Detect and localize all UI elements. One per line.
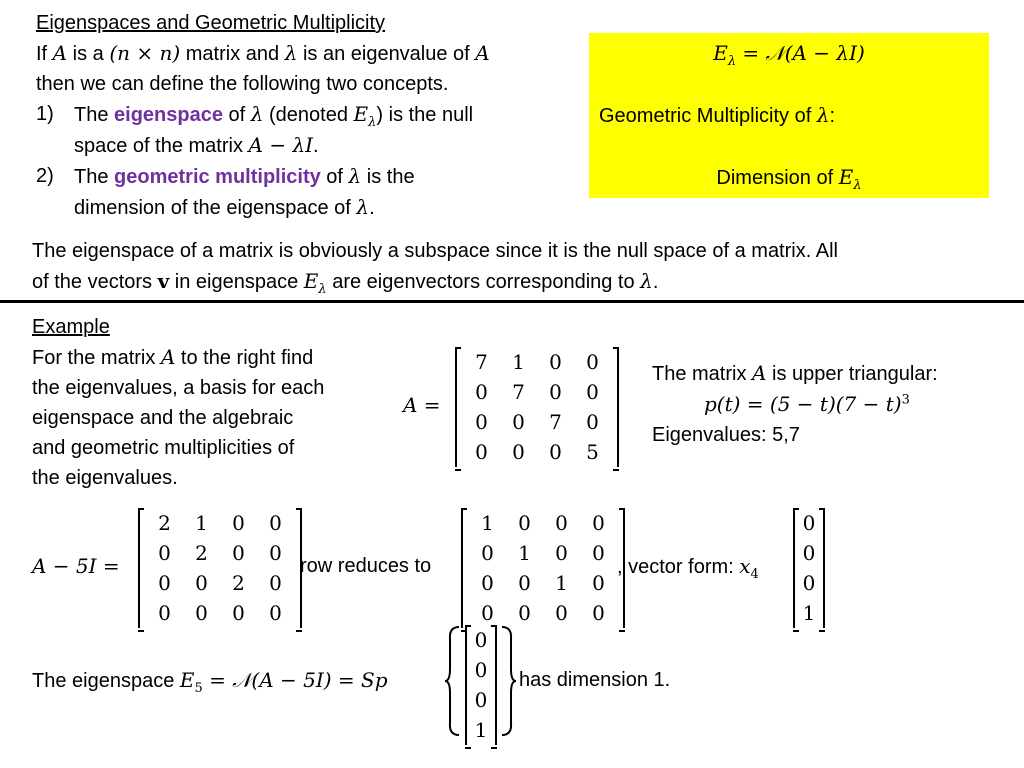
matrix-entry: 0 (555, 601, 568, 625)
matrix-entry: 1 (802, 601, 816, 625)
var-lambda: λ (348, 164, 362, 188)
matrix-entry: 2 (195, 541, 208, 565)
matrix-entry: 0 (475, 440, 488, 464)
label-text: Geometric Multiplicity of (599, 105, 817, 127)
var-E: E (303, 269, 319, 293)
matrix-entry: 0 (158, 541, 171, 565)
item-text: of (222, 104, 251, 126)
term-geometric-multiplicity: geometric multiplicity (114, 166, 321, 188)
basis-vector (465, 625, 497, 745)
item-number: 1) (36, 103, 54, 125)
item-text: of (320, 166, 349, 188)
statement-text: . (652, 271, 659, 293)
matrix-entry: 0 (474, 688, 488, 712)
matrix-entry: 1 (512, 350, 525, 374)
var-A: A (475, 41, 490, 65)
matrix-entry: 0 (481, 571, 494, 595)
intro-text: is a (67, 43, 110, 65)
definition-item-2 (36, 161, 576, 223)
matrix-entry: 2 (232, 571, 245, 595)
matrix-entry: 0 (269, 541, 282, 565)
matrix-entry: 0 (475, 410, 488, 434)
var-lambda: λ (640, 269, 653, 293)
intro-text: is an eigenvalue of (297, 43, 476, 65)
matrix-grid (457, 347, 617, 467)
item-text: space of the matrix (74, 135, 249, 157)
matrix-entry: 0 (518, 601, 531, 625)
matrix-entry: 0 (158, 571, 171, 595)
matrix-entry: 0 (195, 571, 208, 595)
example-line-1 (32, 342, 382, 373)
example-line-3: eigenspace and the algebraic (32, 407, 294, 429)
example-line-5: the eigenvalues. (32, 467, 178, 489)
matrix-entry: 0 (549, 350, 562, 374)
statement-text: are eigenvectors corresponding to (326, 271, 641, 293)
matrix-entry: 0 (802, 571, 816, 595)
item-text: dimension of the eigenspace of (74, 197, 357, 219)
matrix-entry: 7 (512, 380, 525, 404)
section-divider (0, 300, 1024, 303)
matrix-entry: 0 (586, 350, 599, 374)
matrix-entry: 0 (195, 601, 208, 625)
right-brace (499, 625, 517, 737)
matrix-entry: 0 (592, 541, 605, 565)
example-text: to the right find (175, 347, 314, 369)
matrix-entry: 5 (586, 440, 599, 464)
matrix-grid (463, 508, 623, 628)
matrix-entry: 0 (474, 628, 488, 652)
intro-text: If (36, 43, 53, 65)
statement-paragraph (32, 236, 1002, 297)
item-line (74, 161, 576, 192)
matrix-entry: 0 (549, 380, 562, 404)
note-text: The matrix (652, 363, 753, 385)
matrix-entry: 0 (586, 410, 599, 434)
var-A: A (52, 41, 68, 65)
matrix-entry: 0 (269, 511, 282, 535)
item-number: 2) (36, 165, 54, 187)
example-line-2: the eigenvalues, a basis for each (32, 377, 325, 399)
triangular-notes (652, 358, 1012, 450)
var-E: E (838, 165, 854, 189)
matrix-entry: 0 (481, 601, 494, 625)
statement-text: in eigenspace (169, 271, 304, 293)
item-text: The (74, 166, 115, 188)
item-text: (denoted (263, 104, 354, 126)
example-line-4: and geometric multiplicities of (32, 437, 295, 459)
statement-line-2 (32, 266, 1002, 297)
item-text: is the (361, 166, 415, 188)
matrix-entry: 0 (475, 380, 488, 404)
var-E: E (353, 102, 369, 126)
var-x: x (739, 554, 751, 578)
dimension-statement: has dimension 1. (519, 669, 671, 691)
matrix-entry: 1 (481, 511, 494, 535)
intro-line-2: then we can define the following two concepts. (36, 73, 449, 95)
matrix-entry: 0 (802, 541, 816, 565)
example-block (32, 312, 382, 493)
reduction-lhs: A − 5I = (32, 554, 120, 578)
null-space-expr: = 𝒩(A − λI) (736, 41, 865, 65)
matrix-entry: 0 (232, 511, 245, 535)
matrix-entry: 1 (474, 718, 488, 742)
var-lambda: λ (356, 195, 370, 219)
var-lambda: λ (816, 103, 830, 127)
summary-box (589, 33, 989, 198)
left-brace (444, 625, 462, 737)
matrix-rref (461, 508, 625, 628)
matrix-entry: 0 (232, 601, 245, 625)
matrix-entry: 0 (586, 380, 599, 404)
definition-item-1 (36, 99, 576, 161)
var-A: A (752, 361, 767, 385)
matrix-entry: 0 (512, 410, 525, 434)
subscript-lambda: λ (853, 178, 862, 193)
item-line (74, 130, 576, 161)
matrix-entry: 0 (474, 658, 488, 682)
var-lambda: λ (284, 41, 298, 65)
matrix-entry: 0 (269, 601, 282, 625)
var-E: E (713, 41, 728, 65)
matrix-entry: 7 (549, 410, 562, 434)
matrix-entry: 0 (518, 571, 531, 595)
matrix-grid (140, 508, 300, 628)
var-A: A (160, 345, 176, 369)
dimension-label (589, 162, 989, 193)
intro-line-1 (36, 38, 576, 69)
matrix-A-label: A = (403, 393, 441, 417)
characteristic-polynomial (652, 389, 1012, 420)
subscript-lambda: λ (368, 115, 377, 130)
var-lambda: λ (250, 102, 264, 126)
matrix-entry: 1 (518, 541, 531, 565)
upper-triangular-line (652, 358, 1012, 389)
matrix-entry: 0 (512, 440, 525, 464)
intro-text: matrix and (180, 43, 285, 65)
exponent: 3 (901, 392, 910, 408)
eigenvalues-line: Eigenvalues: 5,7 (652, 424, 800, 446)
matrix-entry: 7 (475, 350, 488, 374)
item-text: The (74, 104, 115, 126)
matrix-entry: 2 (158, 511, 171, 535)
span-expr: = 𝒩(A − 5I) = Sp (202, 668, 388, 692)
dimension-expr: (n × n) (109, 41, 181, 65)
matrix-entry: 0 (592, 571, 605, 595)
matrix-entry: 0 (481, 541, 494, 565)
label-text: Dimension of (716, 167, 839, 189)
matrix-entry: 0 (555, 511, 568, 535)
conclusion-label: The eigenspace (32, 670, 180, 692)
term-eigenspace: eigenspace (114, 104, 223, 126)
expr-A-minus-lambda-I: A − λI (248, 133, 314, 157)
polynomial-expr: p(t) = (5 − t)(7 − t) (704, 392, 902, 416)
matrix-entry: 1 (195, 511, 208, 535)
matrix-A-minus-5I (138, 508, 302, 628)
item-text: . (369, 197, 375, 219)
matrix-entry: 0 (518, 511, 531, 535)
item-line (74, 192, 576, 223)
statement-text: of the vectors (32, 271, 158, 293)
subscript-lambda: λ (318, 282, 327, 297)
matrix-entry: 0 (802, 511, 816, 535)
row-reduces-label: row reduces to (300, 555, 432, 577)
item-text: ) is the null (376, 104, 474, 126)
matrix-entry: 1 (555, 571, 568, 595)
var-E: E (179, 668, 195, 692)
matrix-A (455, 347, 619, 467)
example-heading: Example (32, 316, 110, 338)
item-line (74, 99, 576, 130)
matrix-entry: 0 (555, 541, 568, 565)
matrix-entry: 0 (232, 541, 245, 565)
matrix-entry: 0 (592, 511, 605, 535)
statement-line-1: The eigenspace of a matrix is obviously a subspace since it is the null space of a matrix. All (32, 240, 838, 262)
matrix-entry: 0 (158, 601, 171, 625)
matrix-entry: 0 (592, 601, 605, 625)
definitions-block (36, 8, 576, 223)
subscript-lambda: λ (727, 54, 737, 69)
vector-form-vector (793, 508, 825, 628)
item-text: . (313, 135, 319, 157)
subscript-4: 4 (750, 567, 759, 582)
label-text: : (829, 105, 836, 127)
subscript-5: 5 (194, 681, 203, 696)
example-text: For the matrix (32, 347, 161, 369)
matrix-entry: 0 (549, 440, 562, 464)
matrix-entry: 0 (269, 571, 282, 595)
note-text: is upper triangular: (766, 363, 938, 385)
vector-v: v (157, 269, 170, 293)
label-text: , vector form: (617, 556, 740, 578)
section-title: Eigenspaces and Geometric Multiplicity (36, 12, 386, 34)
conclusion-text (32, 665, 388, 696)
eigenspace-formula (589, 38, 989, 69)
geometric-multiplicity-label (599, 100, 835, 131)
vector-form-label (617, 551, 759, 582)
